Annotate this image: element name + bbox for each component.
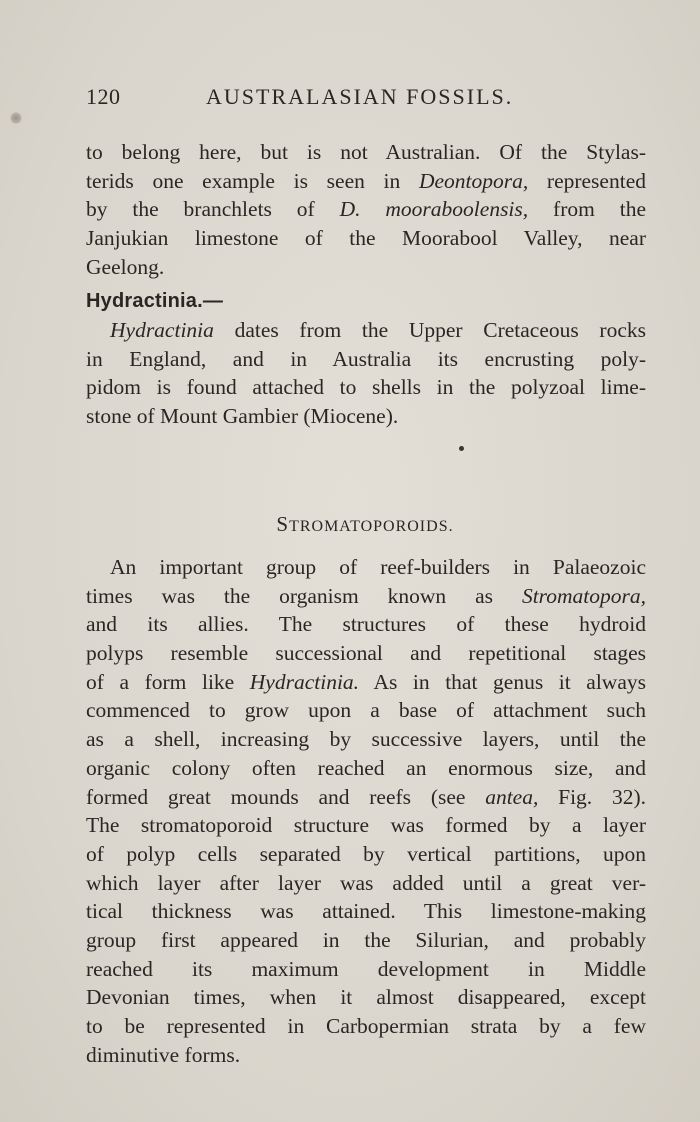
text-span: terids one example is seen in <box>86 168 419 193</box>
text-line: Janjukian limestone of the Moorabool Valley, near <box>86 226 646 251</box>
text-line: pidom is found attached to shells in the polyzoal lime- <box>86 375 646 400</box>
text-span: by the branchlets of <box>86 197 340 222</box>
text-span: represented <box>528 168 646 193</box>
text-line: of polyp cells separated by vertical partitions, upon <box>86 841 646 866</box>
text-line: polyps resemble successional and repetitional stages <box>86 641 646 666</box>
text-line: The stromatoporoid structure was formed by a layer <box>86 813 646 838</box>
running-head: AUSTRALASIAN FOSSILS. <box>206 84 514 109</box>
text-line: An important group of reef-builders in Palaeozoic <box>110 555 646 579</box>
text-line <box>86 167 646 196</box>
text-line: Devonian times, when it almost disappeared, except <box>86 985 646 1010</box>
ink-dot <box>459 446 464 451</box>
text-line: reached its maximum development in Middle <box>86 956 646 981</box>
text-line: stone of Mount Gambier (Miocene). <box>86 404 399 429</box>
text-line <box>86 316 646 345</box>
page-header <box>86 84 646 118</box>
text-line <box>86 668 646 697</box>
text-line: in England, and in Australia its encrusting poly- <box>86 346 646 371</box>
text-line: commenced to grow upon a base of attachment such <box>86 698 646 723</box>
text-span: from the <box>528 197 647 222</box>
text-span: Fig. 32). <box>538 784 646 809</box>
text-line: diminutive forms. <box>86 1042 241 1067</box>
text-span: dates from the Upper Cretaceous rocks <box>213 318 646 342</box>
text-line <box>86 195 646 224</box>
hydractinia-paragraph <box>86 316 646 431</box>
text-line: to belong here, but is not Australian. Of the Stylas- <box>86 140 646 164</box>
latin-term: antea, <box>485 784 539 809</box>
stromatoporoids-paragraph <box>86 553 646 1069</box>
page-number: 120 <box>86 84 121 109</box>
text-line: Geelong. <box>86 254 165 279</box>
title-rest: TROMATOPOROIDS. <box>289 518 454 535</box>
text-line: as a shell, increasing by successive layers, until the <box>86 727 646 752</box>
genus-name: Hydractinia. <box>249 669 360 694</box>
text-line: to be represented in Carbopermian strata by a few <box>86 1014 646 1038</box>
species-name: D. mooraboolensis, <box>339 197 529 222</box>
text-span: formed great mounds and reefs (see <box>86 784 486 809</box>
text-line <box>86 582 646 611</box>
hydractinia-heading: Hydractinia.— <box>86 290 224 312</box>
text-span: of a form like <box>86 669 250 694</box>
text-line <box>86 783 646 812</box>
text-span: times was the organism known as <box>86 583 522 608</box>
text-line: group first appeared in the Silurian, and probably <box>86 927 646 952</box>
genus-name: Stromatopora, <box>521 583 646 608</box>
title-initial: S <box>276 512 290 536</box>
intro-paragraph <box>86 138 646 281</box>
section-title <box>0 512 700 537</box>
text-span: As in that genus it always <box>359 669 646 694</box>
text-line: organic colony often reached an enormous size, and <box>86 755 646 780</box>
genus-name: Deontopora, <box>418 168 529 193</box>
margin-speck <box>10 112 22 124</box>
text-line: and its allies. The structures of these hydroid <box>86 612 646 637</box>
text-line: which layer after layer was added until a great ver- <box>86 870 646 895</box>
genus-name: Hydractinia <box>110 318 214 342</box>
text-line: tical thickness was attained. This limestone-making <box>86 899 646 924</box>
